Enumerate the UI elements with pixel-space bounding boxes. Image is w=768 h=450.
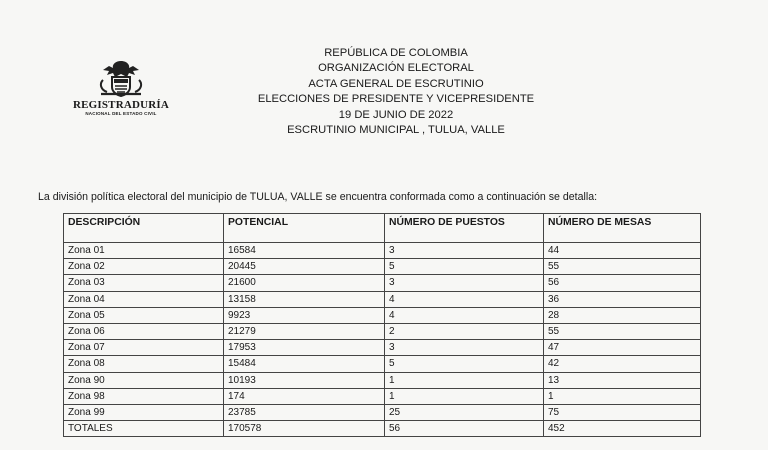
table-cell: 13158	[224, 291, 385, 307]
table-cell: 56	[544, 275, 701, 291]
table-cell: 56	[385, 421, 544, 437]
table-row	[64, 340, 701, 356]
table-cell: Zona 90	[64, 372, 224, 388]
table-cell: 452	[544, 421, 701, 437]
table-cell: 44	[544, 243, 701, 259]
column-header-puestos: NÚMERO DE PUESTOS	[385, 214, 544, 243]
table-cell: Zona 02	[64, 259, 224, 275]
table-cell: 75	[544, 404, 701, 420]
table-cell: Zona 05	[64, 307, 224, 323]
table-cell: Zona 06	[64, 323, 224, 339]
document-header	[220, 46, 572, 138]
table-cell: 4	[385, 291, 544, 307]
table-row	[64, 291, 701, 307]
electoral-division-table	[63, 213, 701, 437]
table-cell: 36	[544, 291, 701, 307]
header-line: REPÚBLICA DE COLOMBIA	[324, 47, 468, 59]
column-header-descripcion: DESCRIPCIÓN	[64, 214, 224, 243]
table-cell: 55	[544, 259, 701, 275]
table-cell: 3	[385, 275, 544, 291]
table-row	[64, 275, 701, 291]
table-cell: TOTALES	[64, 421, 224, 437]
table-row	[64, 404, 701, 420]
table-cell: Zona 99	[64, 404, 224, 420]
table-cell: 25	[385, 404, 544, 420]
table-cell: 20445	[224, 259, 385, 275]
table-cell: 17953	[224, 340, 385, 356]
table-row	[64, 388, 701, 404]
table-cell: 174	[224, 388, 385, 404]
header-line: ESCRUTINIO MUNICIPAL , TULUA, VALLE	[287, 124, 505, 137]
table-cell: 28	[544, 307, 701, 323]
logo-subtitle: NACIONAL DEL ESTADO CIVIL	[85, 111, 157, 116]
table-cell: 47	[544, 340, 701, 356]
coat-of-arms-icon	[95, 58, 147, 98]
table-cell: 3	[385, 243, 544, 259]
table-row	[64, 243, 701, 259]
table-cell: Zona 03	[64, 275, 224, 291]
table-cell: 1	[544, 388, 701, 404]
header-line: ELECCIONES DE PRESIDENTE Y VICEPRESIDENTE	[257, 93, 535, 106]
table-row	[64, 421, 701, 437]
table-cell: 170578	[224, 421, 385, 437]
table-cell: Zona 07	[64, 340, 224, 356]
table-cell: 2	[385, 323, 544, 339]
table-cell: Zona 08	[64, 356, 224, 372]
header-line: ORGANIZACIÓN ELECTORAL	[318, 62, 474, 75]
table-row	[64, 259, 701, 275]
table-cell: 21600	[224, 275, 385, 291]
table-cell: 15484	[224, 356, 385, 372]
table-cell: 10193	[224, 372, 385, 388]
table-header-row	[64, 214, 701, 243]
column-header-mesas: NÚMERO DE MESAS	[544, 214, 701, 243]
table-cell: 4	[385, 307, 544, 323]
table-cell: 5	[385, 356, 544, 372]
table-cell: 23785	[224, 404, 385, 420]
table-cell: 55	[544, 323, 701, 339]
table-cell: Zona 04	[64, 291, 224, 307]
table-cell: 21279	[224, 323, 385, 339]
table-row	[64, 323, 701, 339]
column-header-potencial: POTENCIAL	[224, 214, 385, 243]
table-cell: 1	[385, 388, 544, 404]
header-line: 19 DE JUNIO DE 2022	[338, 108, 454, 121]
table-cell: 3	[385, 340, 544, 356]
intro-text: La división política electoral del municipio de TULUA, VALLE se encuentra conformada como a continuación se detalla:	[38, 191, 598, 203]
table-cell: 9923	[224, 307, 385, 323]
table-cell: 5	[385, 259, 544, 275]
table-cell: 16584	[224, 243, 385, 259]
table-cell: 42	[544, 356, 701, 372]
table-cell: Zona 01	[64, 243, 224, 259]
table-row	[64, 372, 701, 388]
table-cell: 13	[544, 372, 701, 388]
table-row	[64, 307, 701, 323]
table-cell: Zona 98	[64, 388, 224, 404]
registraduria-logo	[62, 58, 180, 128]
header-line: ACTA GENERAL DE ESCRUTINIO	[308, 77, 484, 90]
table-body	[64, 243, 701, 437]
logo-name: REGISTRADURÍA	[72, 99, 170, 111]
table-row	[64, 356, 701, 372]
table-cell: 1	[385, 372, 544, 388]
